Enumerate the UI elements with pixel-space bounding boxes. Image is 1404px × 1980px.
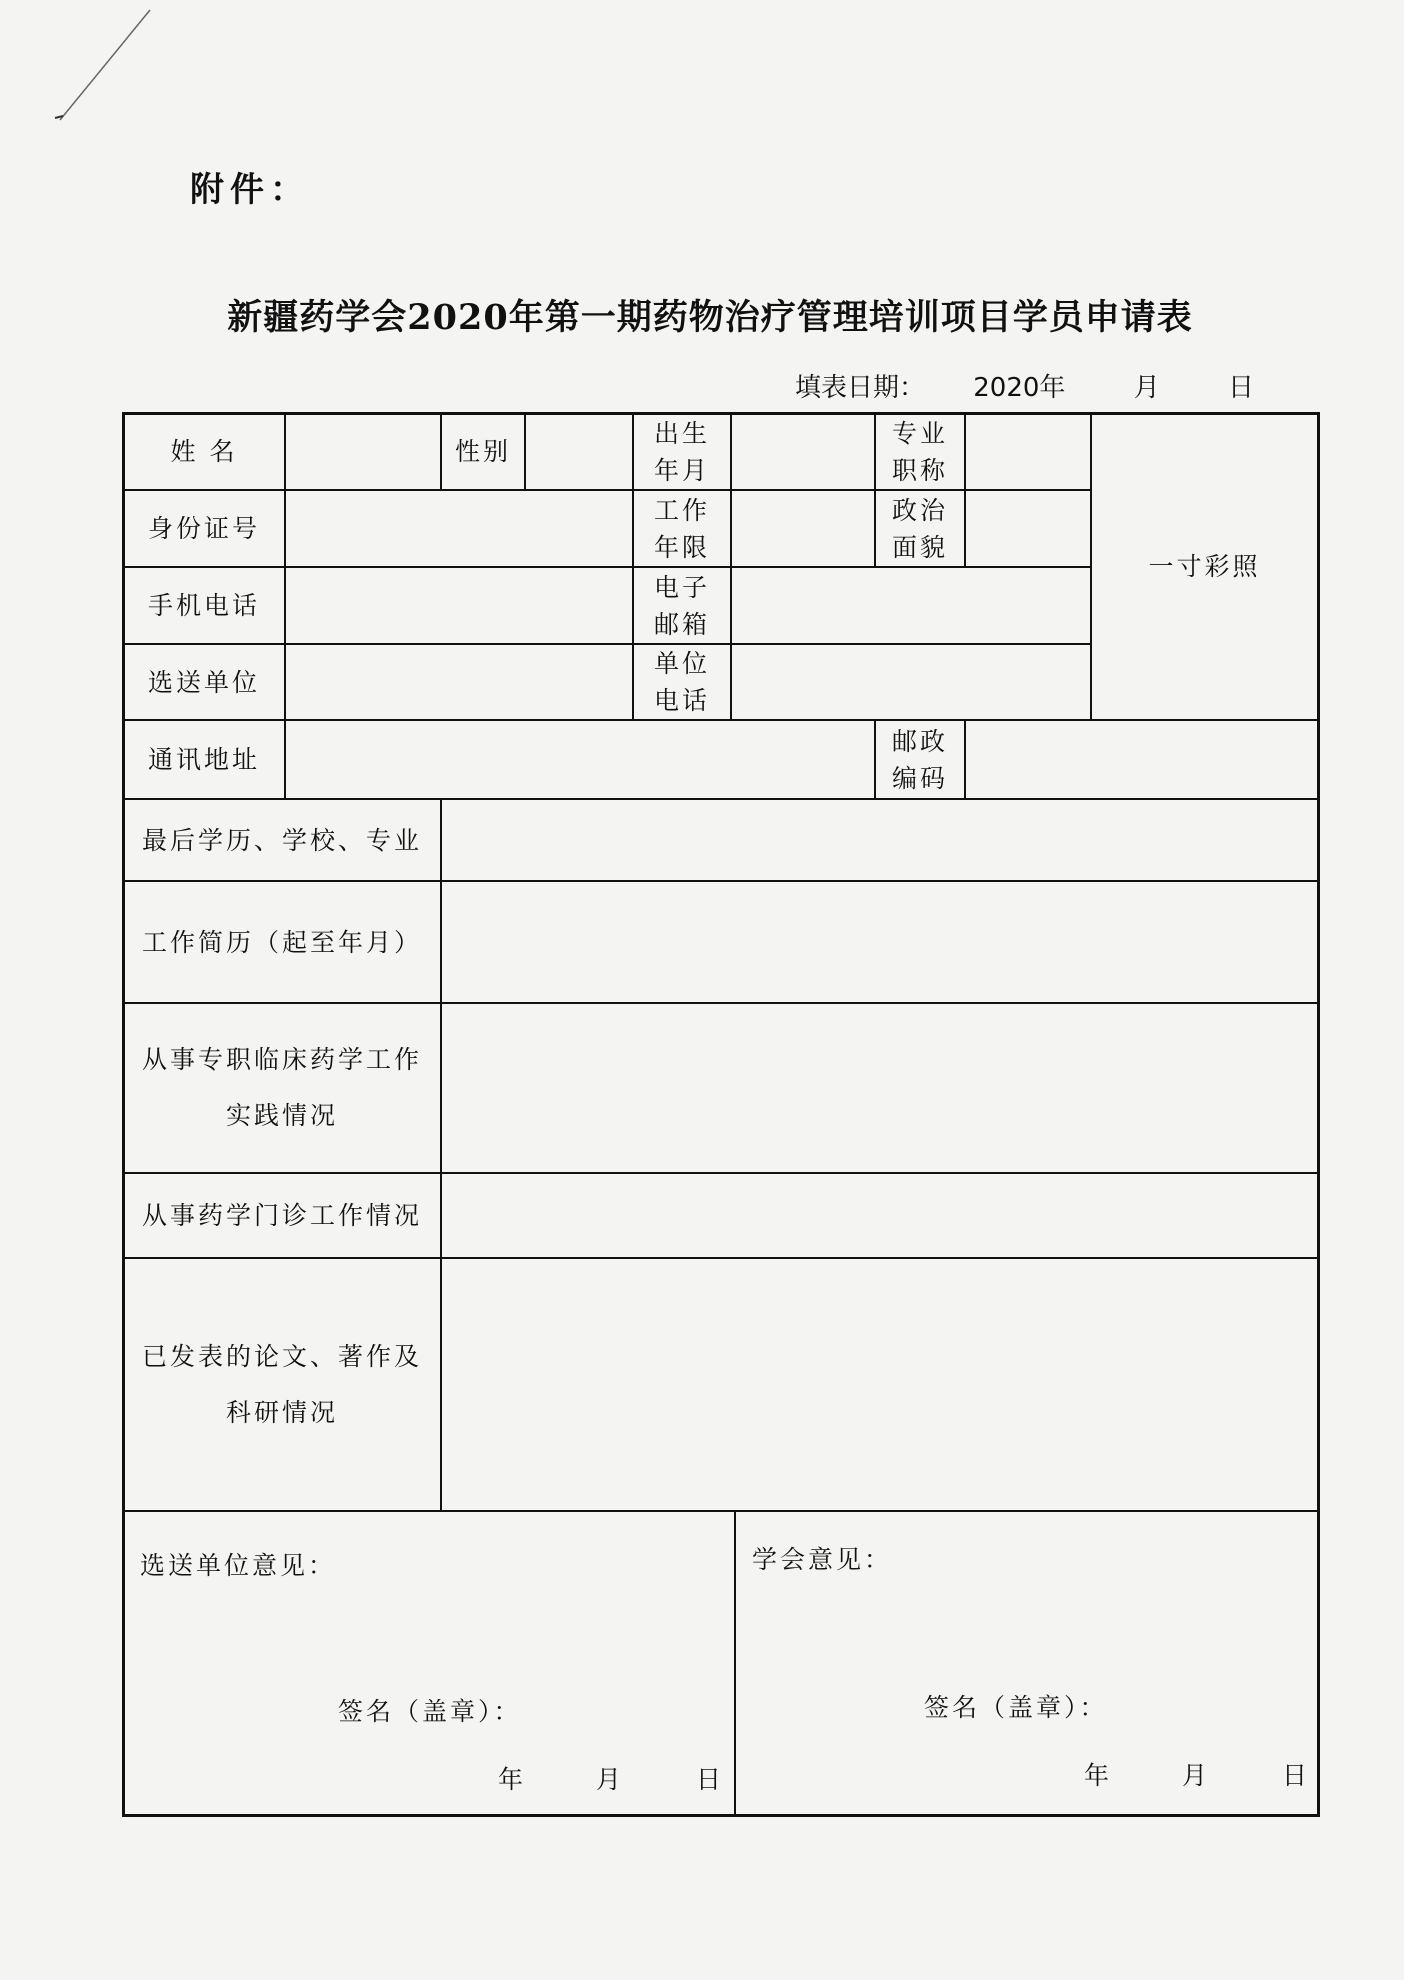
label-education: 最后学历、学校、专业	[141, 825, 422, 855]
input-phone[interactable]	[286, 568, 632, 643]
attachment-label: 附件：	[190, 170, 310, 210]
label-email-line2: 邮箱	[653, 609, 710, 639]
label-papers-line1: 已发表的论文、著作及	[141, 1341, 422, 1371]
label-unit-phone-line2: 电话	[653, 686, 710, 715]
input-work-history[interactable]	[442, 882, 1317, 1002]
label-work-years-line2: 年限	[653, 532, 710, 562]
society-date-month: 月	[1182, 1761, 1211, 1790]
fill-date-year: 2020年	[973, 373, 1066, 403]
society-opinion-box[interactable]	[736, 1512, 1317, 1814]
label-work-history: 工作简历（起至年月）	[141, 927, 422, 957]
label-phone: 手机电话	[147, 591, 260, 620]
label-postal-code-line1: 邮政	[891, 726, 948, 756]
label-political-status-line1: 政治	[891, 495, 948, 525]
label-birth-line1: 出生	[653, 418, 710, 448]
fill-date-label: 填表日期：	[794, 373, 925, 403]
input-work-years[interactable]	[732, 491, 874, 566]
input-postal-code[interactable]	[966, 721, 1317, 798]
label-postal-code	[876, 721, 964, 798]
input-address[interactable]	[286, 721, 874, 798]
unit-date-year: 年	[498, 1765, 527, 1794]
label-unit-phone-line1: 单位	[653, 649, 710, 678]
label-work-years-line1: 工作	[653, 495, 710, 525]
label-email	[634, 568, 730, 643]
input-birth[interactable]	[732, 414, 874, 489]
label-unit: 选送单位	[147, 667, 260, 697]
label-professional-title-line1: 专业	[891, 418, 948, 448]
input-outpatient[interactable]	[442, 1174, 1317, 1257]
label-professional-title-line2: 职称	[891, 455, 948, 485]
society-signature-label: 签名（盖章）：	[924, 1693, 1108, 1722]
input-unit[interactable]	[286, 645, 632, 719]
label-political-status-line2: 面貌	[891, 532, 948, 562]
label-papers	[124, 1259, 440, 1510]
unit-date-month: 月	[596, 1765, 625, 1794]
label-outpatient: 从事药学门诊工作情况	[141, 1201, 422, 1230]
fill-date	[795, 367, 1254, 404]
fill-date-month: 月	[1133, 373, 1160, 403]
unit-opinion-box[interactable]	[124, 1512, 734, 1814]
label-email-line1: 电子	[653, 572, 710, 602]
label-gender: 性别	[454, 437, 511, 466]
input-unit-phone[interactable]	[732, 645, 1090, 719]
society-opinion-label: 学会意见：	[752, 1545, 893, 1574]
label-professional-title	[876, 414, 964, 489]
input-id-number[interactable]	[286, 491, 632, 566]
label-political-status	[876, 491, 964, 566]
input-education[interactable]	[442, 800, 1317, 880]
label-clinical-practice-line1: 从事专职临床药学工作	[141, 1045, 422, 1074]
label-name: 姓 名	[170, 437, 238, 466]
label-birth-line2: 年月	[653, 455, 710, 485]
label-clinical-practice-line2: 实践情况	[225, 1101, 338, 1130]
label-postal-code-line2: 编码	[891, 763, 948, 793]
label-address: 通讯地址	[147, 745, 260, 774]
form-title: 新疆药学会2020年第一期药物治疗管理培训项目学员申请表	[227, 297, 1193, 338]
unit-signature-label: 签名（盖章）：	[338, 1697, 522, 1726]
unit-date-day: 日	[696, 1765, 725, 1794]
input-email[interactable]	[732, 568, 1090, 643]
label-id-number: 身份证号	[147, 514, 260, 543]
label-birth	[634, 414, 730, 489]
label-work-years	[634, 491, 730, 566]
input-clinical-practice[interactable]	[442, 1004, 1317, 1172]
label-papers-line2: 科研情况	[225, 1397, 338, 1427]
input-name[interactable]	[286, 414, 440, 489]
scan-corner-mark	[0, 0, 200, 160]
fill-date-day: 日	[1227, 373, 1254, 403]
photo-label: 一寸彩照	[1148, 552, 1261, 581]
photo-box[interactable]	[1092, 414, 1317, 719]
label-clinical-practice	[124, 1004, 440, 1172]
input-political-status[interactable]	[966, 491, 1090, 566]
input-gender[interactable]	[526, 414, 632, 489]
unit-opinion-label: 选送单位意见：	[140, 1551, 337, 1580]
input-professional-title[interactable]	[966, 414, 1090, 489]
society-date-year: 年	[1084, 1761, 1113, 1790]
society-date-day: 日	[1282, 1761, 1311, 1790]
label-unit-phone	[634, 645, 730, 719]
input-papers[interactable]	[442, 1259, 1317, 1510]
